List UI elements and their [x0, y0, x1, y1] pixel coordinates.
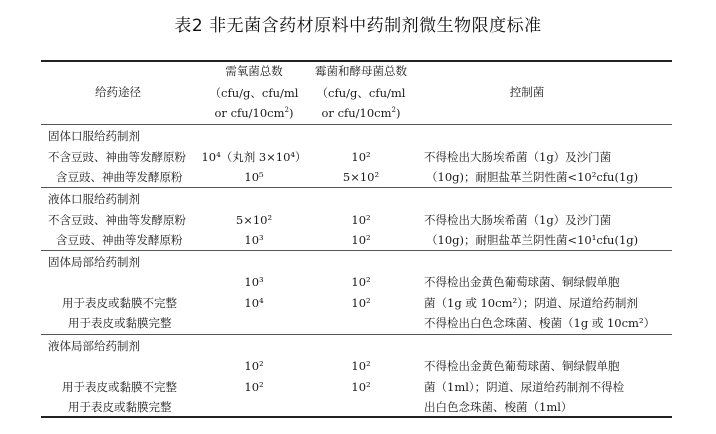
header-mold-title: 霉菌和酵母菌总数	[315, 64, 407, 78]
row-mold: 10²	[351, 150, 371, 164]
header-rule	[41, 124, 672, 125]
header-route: 给药途径	[95, 85, 141, 99]
row-mold: 10²	[351, 233, 371, 247]
control-text: 不得检出金黄色葡萄球菌、铜绿假单胞	[424, 359, 620, 373]
row-aerobic: 10³	[244, 275, 264, 289]
row-aerobic: 5×10²	[235, 213, 273, 227]
control-text: 菌（1ml）；阴道、尿道给药制剂不得检	[424, 380, 625, 394]
row-aerobic: 10⁴	[244, 296, 264, 310]
control-text: 出白色念珠菌、梭菌（1ml）	[424, 400, 573, 414]
section-divider	[41, 250, 672, 251]
section-divider	[41, 187, 672, 188]
header-mold-units-2: or cfu/$10cm^2$)	[321, 106, 401, 120]
row-mold: 5×10²	[342, 170, 380, 184]
control-text: 不得检出金黄色葡萄球菌、铜绿假单胞	[424, 275, 620, 289]
row-mold: 10²	[351, 213, 371, 227]
section-name: 液体口服给药制剂	[48, 192, 140, 206]
section-name: 固体口服给药制剂	[48, 129, 140, 143]
control-text: 不得检出大肠埃希菌（1g）及沙门菌	[424, 213, 612, 227]
row-route: 用于表皮或黏膜不完整	[62, 380, 177, 394]
top-rule	[41, 60, 672, 62]
row-route: 含豆豉、神曲等发酵原粉	[56, 170, 183, 184]
row-aerobic: 10⁵	[244, 170, 264, 184]
row-route: 用于表皮或黏膜完整	[68, 316, 172, 330]
control-text: 菌（1g 或 10cm²）；阴道、尿道给药制剂	[424, 296, 638, 310]
row-mold: 10²	[351, 380, 371, 394]
row-route: 用于表皮或黏膜完整	[68, 400, 172, 414]
row-aerobic: 10²	[244, 380, 264, 394]
row-route: 用于表皮或黏膜不完整	[62, 296, 177, 310]
section-name: 液体局部给药制剂	[48, 339, 140, 353]
control-text: （10g)；耐胆盐革兰阴性菌<10²cfu(1g)	[426, 170, 639, 184]
row-mold: 10²	[351, 275, 371, 289]
row-aerobic: 10⁴（丸剂 3×10⁴）	[201, 150, 307, 164]
table-title: 表2 非无菌含药材原料中药制剂微生物限度标准	[174, 16, 542, 36]
header-aerobic-units-2: or cfu/$10cm^2$)	[214, 106, 294, 120]
control-text: 不得检出大肠埃希菌（1g）及沙门菌	[424, 150, 612, 164]
row-aerobic: 10³	[244, 233, 264, 247]
header-control: 控制菌	[509, 85, 545, 99]
row-route: 不含豆豉、神曲等发酵原粉	[48, 213, 186, 227]
header-mold-units: （cfu/g、cfu/ml	[316, 86, 406, 100]
row-aerobic: 10²	[244, 359, 264, 373]
row-route: 含豆豉、神曲等发酵原粉	[56, 233, 183, 247]
control-text: 不得检出白色念珠菌、梭菌（1g 或 10cm²）	[424, 316, 656, 330]
section-divider	[41, 334, 672, 335]
bottom-rule	[41, 416, 672, 418]
row-mold: 10²	[351, 359, 371, 373]
header-aerobic-title: 需氧菌总数	[225, 64, 283, 78]
row-route: 不含豆豉、神曲等发酵原粉	[48, 150, 186, 164]
row-mold: 10²	[351, 296, 371, 310]
control-text: （10g)；耐胆盐革兰阴性菌<10¹cfu(1g)	[426, 233, 639, 247]
header-aerobic-units: （cfu/g、cfu/ml	[209, 86, 299, 100]
section-name: 固体局部给药制剂	[48, 255, 140, 269]
